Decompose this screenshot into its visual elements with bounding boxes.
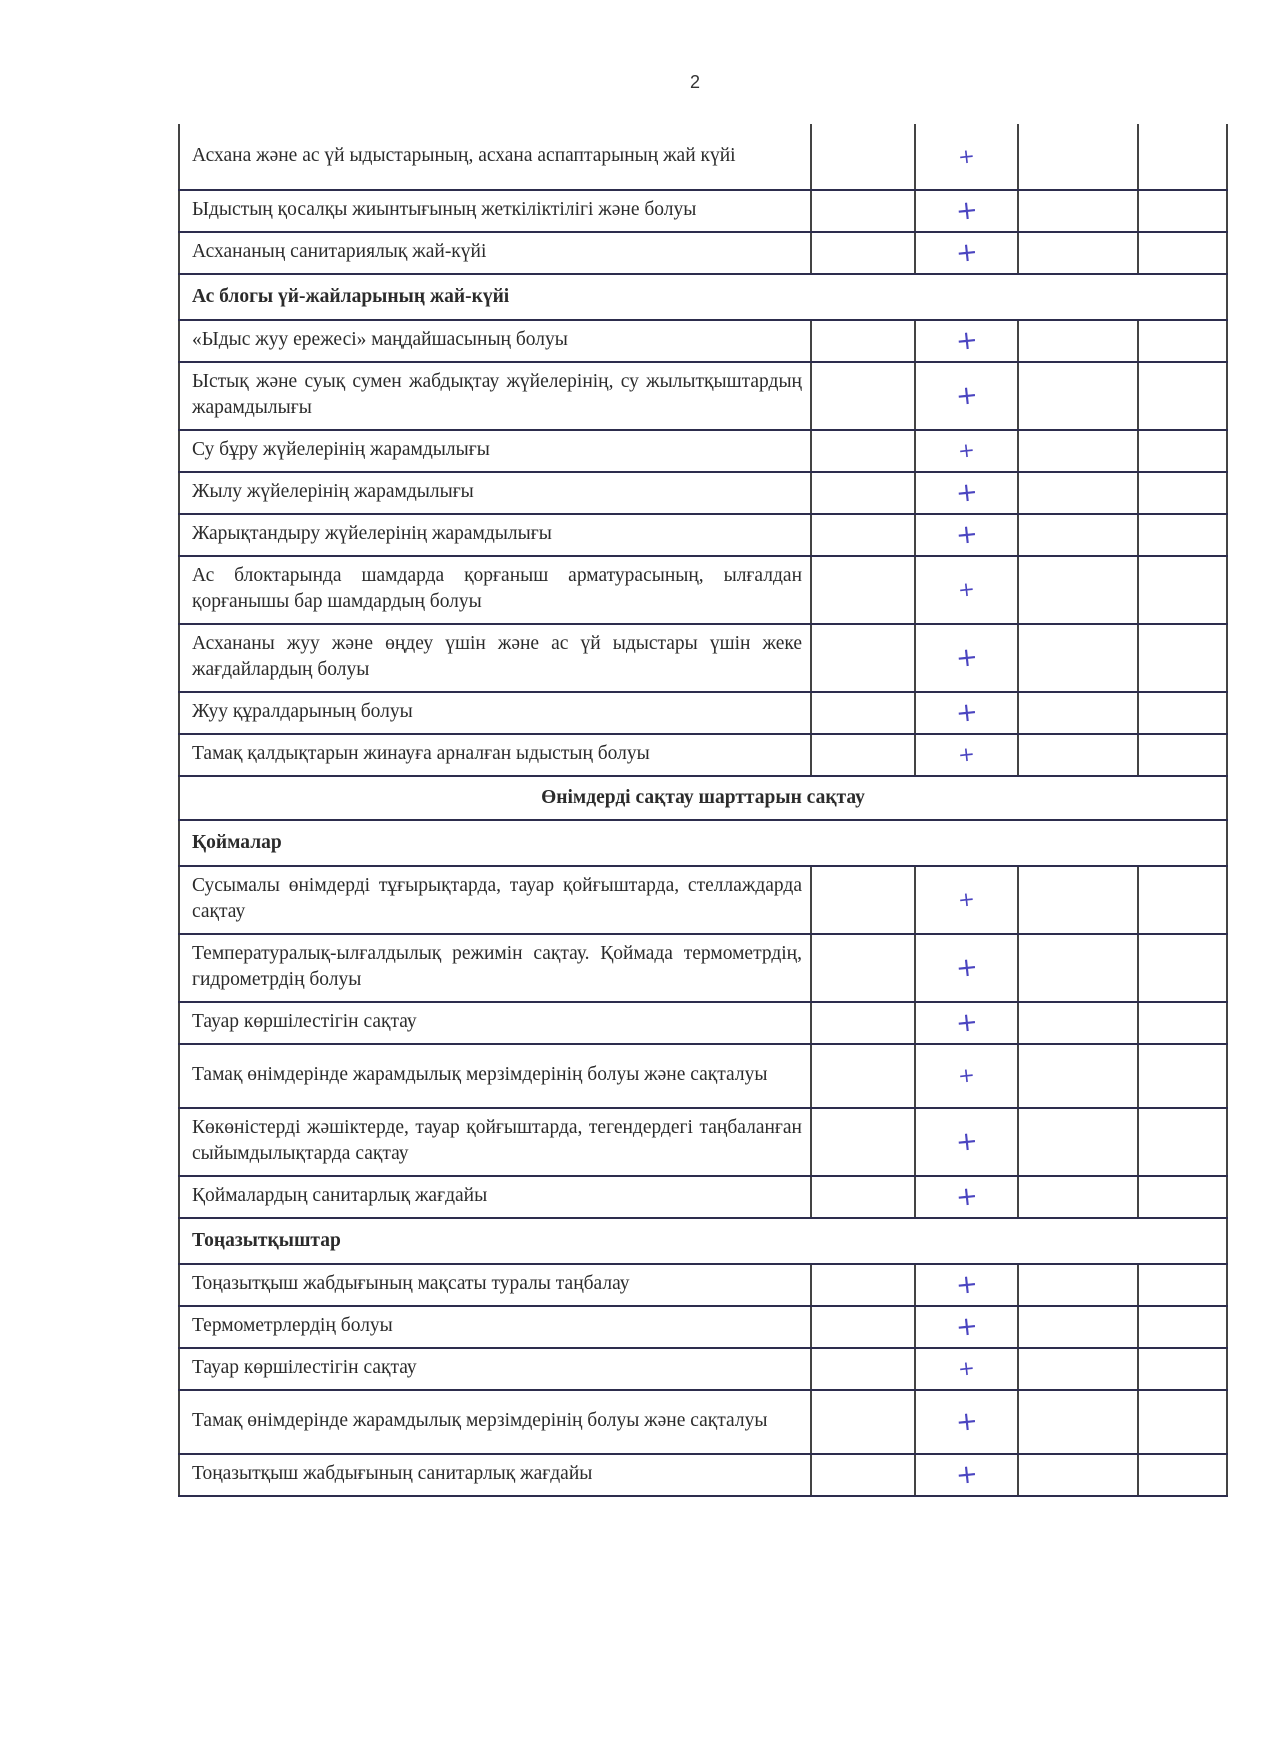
- checklist-cell-col4[interactable]: [1018, 692, 1138, 734]
- handwritten-plus-mark: +: [954, 951, 979, 985]
- section-header: Ас блогы үй-жайларының жай-күйі: [179, 274, 1227, 320]
- checklist-item-text: Тауар көршілестігін сақтау: [179, 1002, 811, 1044]
- checklist-cell-col2[interactable]: [811, 1044, 915, 1108]
- checklist-cell-col3[interactable]: [915, 1044, 1018, 1108]
- checklist-cell-col4[interactable]: [1018, 1390, 1138, 1454]
- checklist-cell-col2[interactable]: [811, 320, 915, 362]
- checklist-cell-col2[interactable]: [811, 1108, 915, 1176]
- checklist-cell-col3[interactable]: [915, 934, 1018, 1002]
- handwritten-plus-mark: +: [954, 1458, 979, 1492]
- checklist-cell-col2[interactable]: [811, 1176, 915, 1218]
- checklist-cell-col3[interactable]: [915, 430, 1018, 472]
- checklist-row: [179, 734, 1227, 776]
- checklist-item-text: Асхананың санитариялық жай-күйі: [179, 232, 811, 274]
- checklist-cell-col4[interactable]: [1018, 1454, 1138, 1496]
- checklist-item-text: Асхана және ас үй ыдыстарының, асхана аспаптарының жай күйі: [179, 124, 811, 190]
- checklist-cell-col4[interactable]: [1018, 1108, 1138, 1176]
- checklist-row: [179, 692, 1227, 734]
- checklist-cell-col3[interactable]: [915, 1002, 1018, 1044]
- checklist-item-text: Асхананы жуу және өңдеу үшін және ас үй ыдыстары үшін жеке жағдайлардың болуы: [179, 624, 811, 692]
- handwritten-plus-mark: +: [954, 641, 979, 675]
- checklist-item-text: Тоңазытқыш жабдығының мақсаты туралы таңбалау: [179, 1264, 811, 1306]
- checklist-row: [179, 430, 1227, 472]
- checklist-row: [179, 472, 1227, 514]
- checklist-cell-col2[interactable]: [811, 1002, 915, 1044]
- checklist-item-text: Жылу жүйелерінің жарамдылығы: [179, 472, 811, 514]
- checklist-row: [179, 1264, 1227, 1306]
- checklist-cell-col5[interactable]: [1138, 866, 1227, 934]
- checklist-item-text: Термометрлердің болуы: [179, 1306, 811, 1348]
- checklist-cell-col4[interactable]: [1018, 514, 1138, 556]
- checklist-row: [179, 1002, 1227, 1044]
- checklist-cell-col4[interactable]: [1018, 1002, 1138, 1044]
- checklist-cell-col4[interactable]: [1018, 1176, 1138, 1218]
- section-header-row: [179, 274, 1227, 320]
- handwritten-plus-mark: +: [954, 1268, 979, 1302]
- checklist-cell-col5[interactable]: [1138, 734, 1227, 776]
- checklist-cell-col4[interactable]: [1018, 1044, 1138, 1108]
- checklist-cell-col2[interactable]: [811, 362, 915, 430]
- checklist-cell-col3[interactable]: [915, 232, 1018, 274]
- checklist-cell-col2[interactable]: [811, 624, 915, 692]
- checklist-item-text: Су бұру жүйелерінің жарамдылығы: [179, 430, 811, 472]
- checklist-cell-col4[interactable]: [1018, 124, 1138, 190]
- checklist-item-text: Көкөністерді жәшіктерде, тауар қойғыштарда, тегендердегі таңбаланған сыйымдылықтарда сақтау: [179, 1108, 811, 1176]
- checklist-row: [179, 624, 1227, 692]
- checklist-cell-col3[interactable]: [915, 124, 1018, 190]
- section-header-row: [179, 1218, 1227, 1264]
- checklist-item-text: «Ыдыс жуу ережесі» маңдайшасының болуы: [179, 320, 811, 362]
- checklist-row: [179, 1348, 1227, 1390]
- checklist-cell-col4[interactable]: [1018, 734, 1138, 776]
- handwritten-plus-mark: +: [954, 1006, 979, 1040]
- handwritten-plus-mark: +: [954, 1180, 979, 1214]
- checklist-cell-col5[interactable]: [1138, 624, 1227, 692]
- section-header-row: [179, 820, 1227, 866]
- checklist-cell-col2[interactable]: [811, 1454, 915, 1496]
- handwritten-plus-mark: +: [954, 1405, 979, 1439]
- checklist-cell-col4[interactable]: [1018, 190, 1138, 232]
- checklist-row: [179, 556, 1227, 624]
- checklist-cell-col5[interactable]: [1138, 124, 1227, 190]
- checklist-cell-col3[interactable]: [915, 190, 1018, 232]
- checklist-cell-col5[interactable]: [1138, 1454, 1227, 1496]
- checklist-cell-col5[interactable]: [1138, 1044, 1227, 1108]
- checklist-cell-col3[interactable]: [915, 472, 1018, 514]
- checklist-cell-col3[interactable]: [915, 362, 1018, 430]
- checklist-cell-col2[interactable]: [811, 430, 915, 472]
- handwritten-plus-mark: +: [954, 236, 979, 270]
- checklist-cell-col5[interactable]: [1138, 1108, 1227, 1176]
- section-header: Қоймалар: [179, 820, 1227, 866]
- checklist-item-text: Тамақ қалдықтарын жинауға арналған ыдыстың болуы: [179, 734, 811, 776]
- checklist-row: [179, 1176, 1227, 1218]
- checklist-row: [179, 1390, 1227, 1454]
- checklist-cell-col2[interactable]: [811, 1264, 915, 1306]
- checklist-cell-col4[interactable]: [1018, 232, 1138, 274]
- checklist-cell-col5[interactable]: [1138, 1176, 1227, 1218]
- checklist-row: [179, 362, 1227, 430]
- checklist-item-text: Температуралық-ылғалдылық режимін сақтау. Қоймада термометрдің, гидрометрдің болуы: [179, 934, 811, 1002]
- handwritten-plus-mark: +: [954, 324, 979, 358]
- checklist-cell-col5[interactable]: [1138, 692, 1227, 734]
- checklist-cell-col4[interactable]: [1018, 362, 1138, 430]
- checklist-item-text: Сусымалы өнімдерді тұғырықтарда, тауар қойғыштарда, стеллаждарда сақтау: [179, 866, 811, 934]
- handwritten-plus-mark: +: [956, 576, 977, 602]
- checklist-cell-col3[interactable]: [915, 692, 1018, 734]
- checklist-row: [179, 934, 1227, 1002]
- handwritten-plus-mark: +: [956, 741, 977, 767]
- checklist-cell-col5[interactable]: [1138, 1390, 1227, 1454]
- checklist-cell-col3[interactable]: [915, 1306, 1018, 1348]
- checklist-cell-col2[interactable]: [811, 692, 915, 734]
- checklist-cell-col3[interactable]: [915, 556, 1018, 624]
- checklist-row: [179, 866, 1227, 934]
- checklist-body: [179, 124, 1227, 1496]
- checklist-cell-col4[interactable]: [1018, 1264, 1138, 1306]
- checklist-row: [179, 514, 1227, 556]
- checklist-item-text: Ыдыстың қосалқы жиынтығының жеткіліктілігі және болуы: [179, 190, 811, 232]
- checklist-cell-col2[interactable]: [811, 514, 915, 556]
- checklist-row: [179, 320, 1227, 362]
- checklist-cell-col4[interactable]: [1018, 624, 1138, 692]
- checklist-cell-col3[interactable]: [915, 1108, 1018, 1176]
- checklist-cell-col5[interactable]: [1138, 472, 1227, 514]
- checklist-cell-col2[interactable]: [811, 124, 915, 190]
- checklist-item-text: Тамақ өнімдерінде жарамдылық мерзімдерінің болуы және сақталуы: [179, 1390, 811, 1454]
- checklist-cell-col4[interactable]: [1018, 430, 1138, 472]
- handwritten-plus-mark: +: [954, 1310, 979, 1344]
- checklist-cell-col3[interactable]: [915, 1264, 1018, 1306]
- checklist-cell-col2[interactable]: [811, 866, 915, 934]
- checklist-cell-col3[interactable]: [915, 1176, 1018, 1218]
- checklist-cell-col5[interactable]: [1138, 1264, 1227, 1306]
- checklist-row: [179, 1044, 1227, 1108]
- checklist-cell-col5[interactable]: [1138, 1306, 1227, 1348]
- handwritten-plus-mark: +: [954, 518, 979, 552]
- handwritten-plus-mark: +: [956, 886, 977, 912]
- checklist-cell-col2[interactable]: [811, 1306, 915, 1348]
- checklist-cell-col5[interactable]: [1138, 320, 1227, 362]
- checklist-cell-col5[interactable]: [1138, 1002, 1227, 1044]
- checklist-cell-col5[interactable]: [1138, 514, 1227, 556]
- handwritten-plus-mark: +: [954, 194, 979, 228]
- checklist-cell-col2[interactable]: [811, 556, 915, 624]
- checklist-item-text: Тауар көршілестігін сақтау: [179, 1348, 811, 1390]
- checklist-row: [179, 1108, 1227, 1176]
- checklist-item-text: Жуу құралдарының болуы: [179, 692, 811, 734]
- checklist-item-text: Ас блоктарында шамдарда қорғаныш арматурасының, ылғалдан қорғанышы бар шамдардың болуы: [179, 556, 811, 624]
- section-header: Тоңазытқыштар: [179, 1218, 1227, 1264]
- handwritten-plus-mark: +: [956, 1355, 977, 1381]
- checklist-item-text: Тоңазытқыш жабдығының санитарлық жағдайы: [179, 1454, 811, 1496]
- handwritten-plus-mark: +: [954, 379, 979, 413]
- checklist-cell-col4[interactable]: [1018, 556, 1138, 624]
- page-number: 2: [690, 72, 701, 92]
- section-title: Өнімдерді сақтау шарттарын сақтау: [179, 776, 1227, 820]
- handwritten-plus-mark: +: [954, 1125, 979, 1159]
- checklist-cell-col3[interactable]: [915, 734, 1018, 776]
- handwritten-plus-mark: +: [954, 696, 979, 730]
- checklist-cell-col4[interactable]: [1018, 934, 1138, 1002]
- checklist-cell-col3[interactable]: [915, 1454, 1018, 1496]
- checklist-cell-col5[interactable]: [1138, 934, 1227, 1002]
- checklist-cell-col2[interactable]: [811, 734, 915, 776]
- checklist-cell-col5[interactable]: [1138, 556, 1227, 624]
- checklist-cell-col2[interactable]: [811, 190, 915, 232]
- checklist-cell-col2[interactable]: [811, 1348, 915, 1390]
- checklist-cell-col4[interactable]: [1018, 320, 1138, 362]
- checklist-row: [179, 190, 1227, 232]
- checklist-cell-col3[interactable]: [915, 320, 1018, 362]
- handwritten-plus-mark: +: [956, 142, 977, 169]
- checklist-cell-col4[interactable]: [1018, 1348, 1138, 1390]
- handwritten-plus-mark: +: [956, 437, 977, 463]
- checklist-cell-col2[interactable]: [811, 1390, 915, 1454]
- checklist-cell-col5[interactable]: [1138, 362, 1227, 430]
- checklist-cell-col3[interactable]: [915, 866, 1018, 934]
- checklist-cell-col3[interactable]: [915, 1390, 1018, 1454]
- checklist-cell-col3[interactable]: [915, 624, 1018, 692]
- section-title-row: [179, 776, 1227, 820]
- checklist-item-text: Тамақ өнімдерінде жарамдылық мерзімдерінің болуы және сақталуы: [179, 1044, 811, 1108]
- checklist-cell-col5[interactable]: [1138, 1348, 1227, 1390]
- checklist-row: [179, 124, 1227, 190]
- checklist-cell-col5[interactable]: [1138, 232, 1227, 274]
- checklist-item-text: Жарықтандыру жүйелерінің жарамдылығы: [179, 514, 811, 556]
- inspection-checklist-table: [178, 124, 1228, 1497]
- checklist-cell-col2[interactable]: [811, 472, 915, 514]
- checklist-cell-col5[interactable]: [1138, 430, 1227, 472]
- checklist-cell-col3[interactable]: [915, 1348, 1018, 1390]
- checklist-row: [179, 1454, 1227, 1496]
- checklist-cell-col4[interactable]: [1018, 866, 1138, 934]
- handwritten-plus-mark: +: [956, 1062, 977, 1088]
- checklist-item-text: Қоймалардың санитарлық жағдайы: [179, 1176, 811, 1218]
- checklist-cell-col2[interactable]: [811, 934, 915, 1002]
- checklist-cell-col5[interactable]: [1138, 190, 1227, 232]
- checklist-cell-col3[interactable]: [915, 514, 1018, 556]
- checklist-cell-col4[interactable]: [1018, 472, 1138, 514]
- checklist-cell-col4[interactable]: [1018, 1306, 1138, 1348]
- checklist-cell-col2[interactable]: [811, 232, 915, 274]
- checklist-row: [179, 232, 1227, 274]
- handwritten-plus-mark: +: [954, 476, 979, 510]
- checklist-item-text: Ыстық және суық сумен жабдықтау жүйелерінің, су жылытқыштардың жарамдылығы: [179, 362, 811, 430]
- checklist-row: [179, 1306, 1227, 1348]
